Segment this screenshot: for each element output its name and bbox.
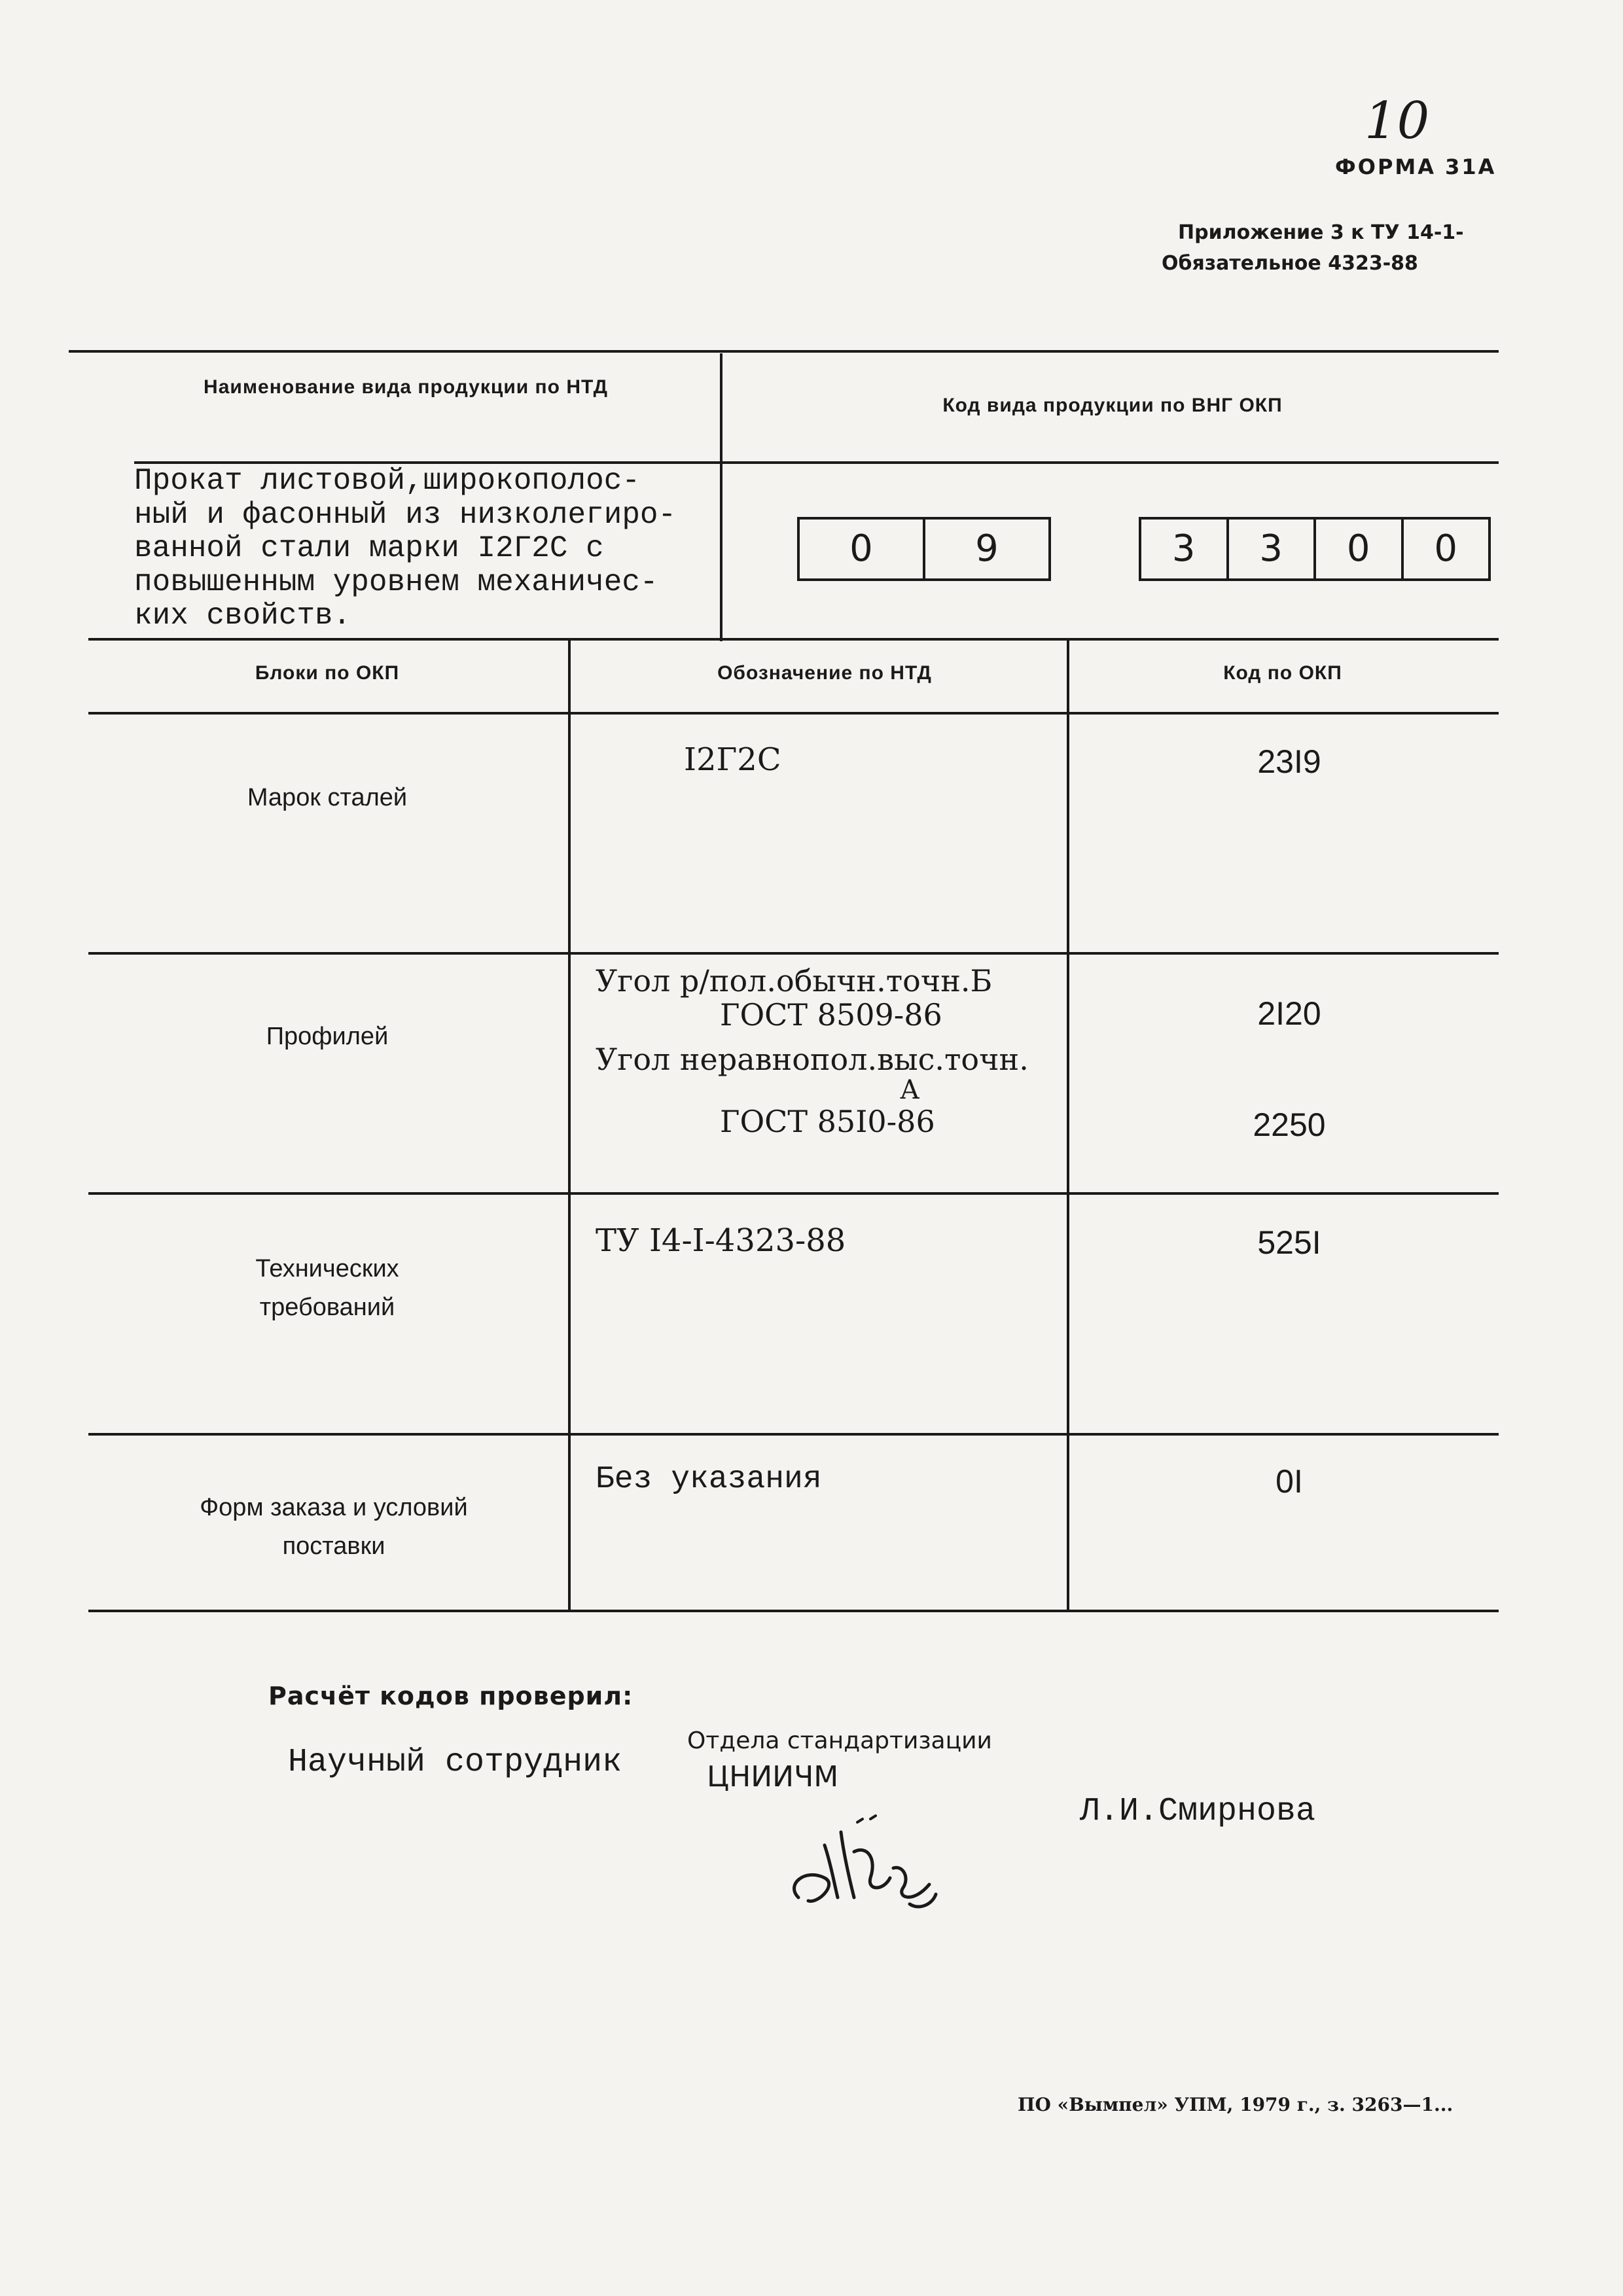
okp-code-digit: 3 (1229, 520, 1317, 578)
code-technical-requirements: 525I (1257, 1224, 1321, 1261)
okp-code-group-1 (797, 517, 1051, 581)
col-divider-1 (568, 638, 571, 1610)
designation-accuracy-a: А (900, 1075, 920, 1105)
page-number: 10 (1364, 92, 1430, 150)
product-name: Прокат листовой,широкополос- ный и фасонный из низколегиро- ванной стали марки I2Г2С с повышенным уровнем механичес- ких свойств. (134, 464, 677, 633)
designation-tu: ТУ I4-I-4323-88 (596, 1222, 846, 1259)
block-technical-requirements: Технических требований (255, 1255, 399, 1321)
designation-gost-8509: ГОСТ 8509-86 (720, 997, 942, 1033)
code-angle-equal: 2I20 (1257, 995, 1321, 1032)
okp-code-digit: 0 (1316, 520, 1404, 578)
block-profiles: Профилей (266, 1023, 389, 1050)
okp-code-digit: 9 (975, 527, 999, 570)
row1-bottom-rule (88, 952, 1499, 955)
code-order-forms: 0I (1275, 1463, 1303, 1500)
appendix-line-1: Приложение 3 к ТУ 14-1- (1178, 221, 1464, 244)
signer-position: Научный сотрудник (288, 1744, 622, 1781)
footer-imprint: ПО «Вымпел» УПМ, 1979 г., з. 3263—1... (1018, 2094, 1454, 2115)
appendix-line-2: Обязательное 4323-88 (1162, 252, 1418, 275)
product-bottom-rule (88, 638, 1499, 641)
department-line-1: Отдела стандартизации (687, 1727, 992, 1754)
header-product-code: Код вида продукции по ВНГ ОКП (942, 395, 1283, 416)
block-steel-grades: Марок сталей (247, 784, 408, 811)
header-divider (720, 353, 722, 641)
okp-code-digit: 0 (800, 520, 925, 578)
designation-steel-grade: I2Г2С (684, 741, 781, 778)
form-label: ФОРМА 31А (1335, 154, 1497, 179)
designation-angle-equal: Угол р/пол.обычн.точн.Б (596, 963, 993, 998)
row2-bottom-rule (88, 1192, 1499, 1195)
checked-by-label: Расчёт кодов проверил: (268, 1682, 633, 1710)
subheader-code: Код по ОКП (1223, 662, 1342, 684)
designation-none: Без указания (596, 1462, 822, 1497)
designation-angle-unequal: Угол неравнопол.выс.точн. (596, 1042, 1029, 1077)
code-angle-unequal: 2250 (1253, 1106, 1326, 1143)
okp-code-digit: 0 (1434, 527, 1458, 570)
block-order-forms: Форм заказа и условий поставки (200, 1494, 468, 1560)
table-top-rule (69, 350, 1499, 353)
department-line-2: ЦНИИЧМ (707, 1760, 839, 1793)
row3-bottom-rule (88, 1433, 1499, 1436)
col-divider-2 (1067, 638, 1069, 1610)
signer-name: Л.И.Смирнова (1080, 1793, 1316, 1830)
okp-code-group-2 (1139, 517, 1491, 581)
handwritten-signature (779, 1806, 949, 1917)
header-product-name: Наименование вида продукции по НТД (204, 376, 608, 398)
designation-gost-8510: ГОСТ 85I0-86 (720, 1104, 935, 1139)
code-steel-grade: 23I9 (1257, 743, 1321, 780)
subheader-blocks: Блоки по ОКП (255, 662, 400, 684)
table-bottom-rule (88, 1610, 1499, 1612)
subheader-designation: Обозначение по НТД (717, 662, 932, 684)
subheader-bottom-rule (88, 712, 1499, 715)
okp-code-digit: 3 (1141, 520, 1229, 578)
